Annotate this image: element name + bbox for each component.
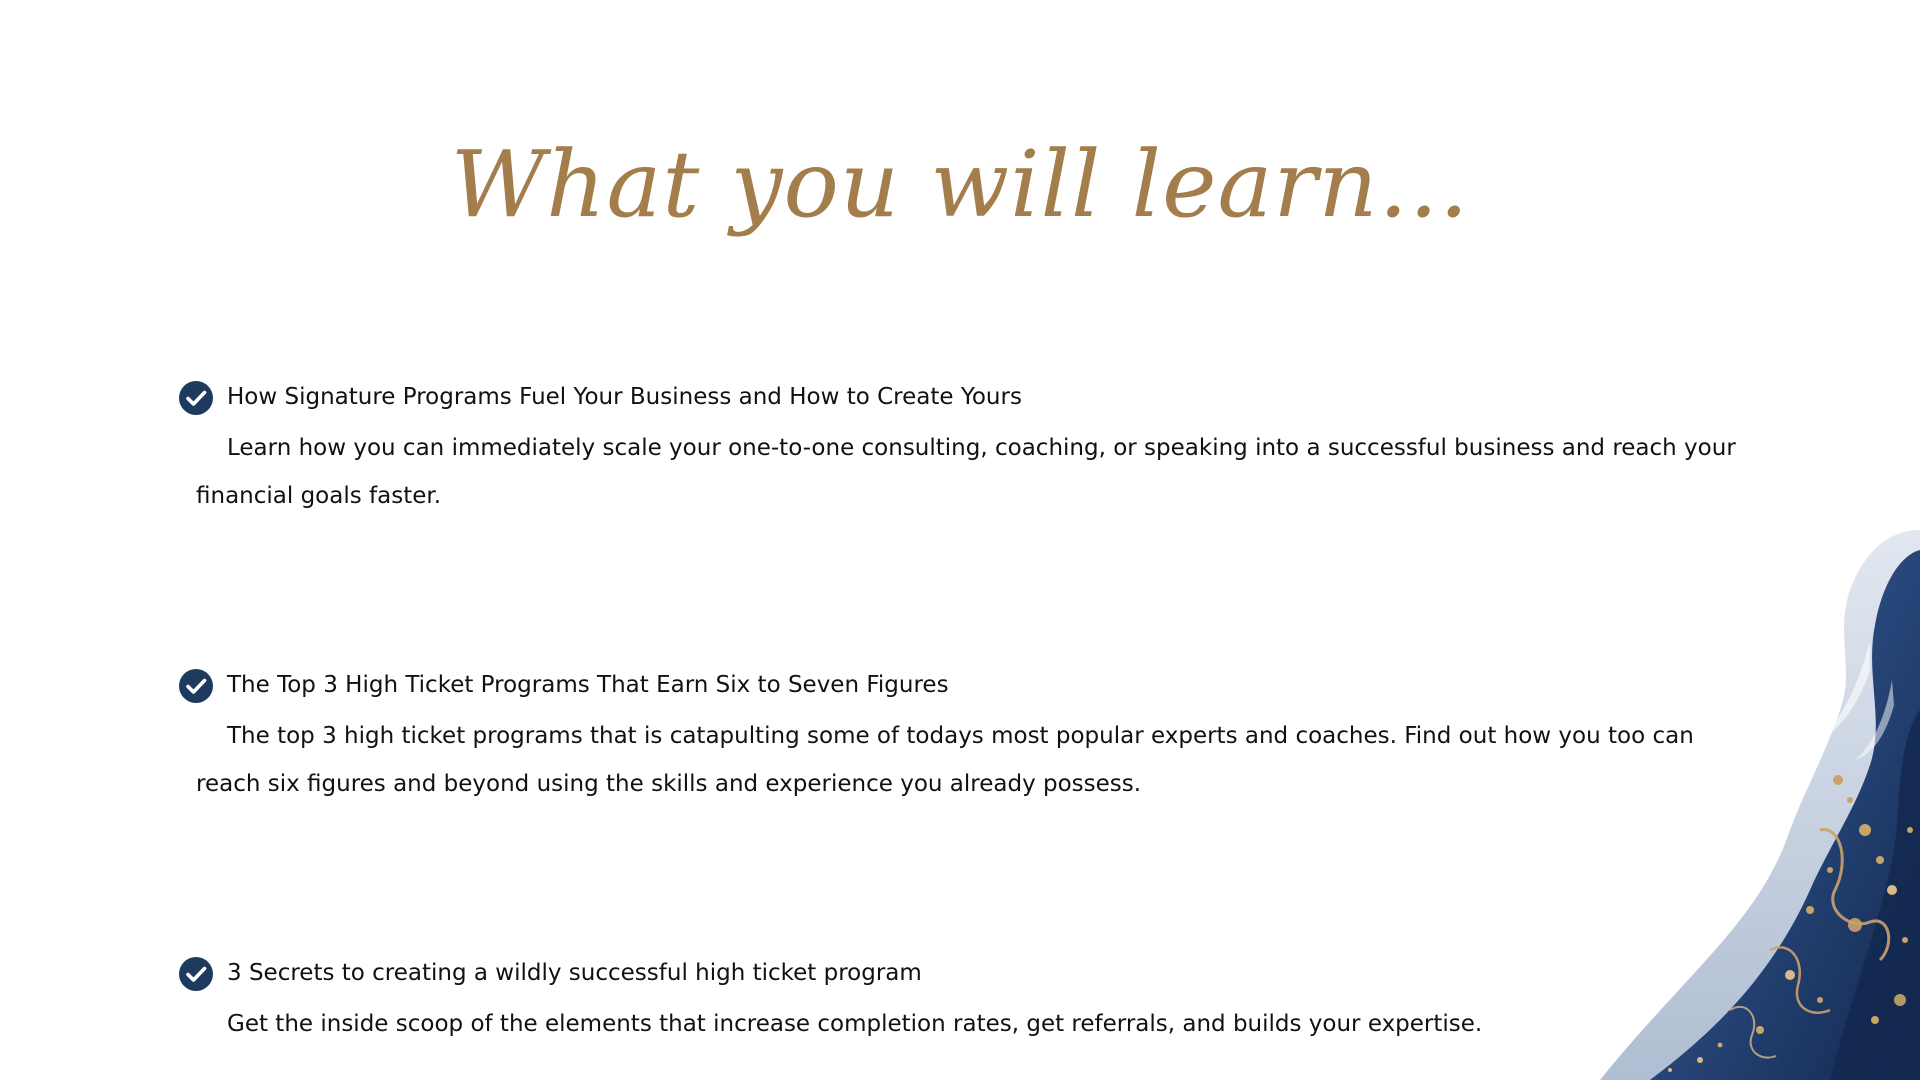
list-item-description: Learn how you can immediately scale your one-to-one consulting, coaching, or speaking into a successful business and reach your financial goals faster. [196,435,1736,509]
list-item-description: The top 3 high ticket programs that is catapulting some of todays most popular experts and coaches. Find out how you too can reach six figures and beyond using the skills and experience you already possess. [196,723,1694,797]
list-item-description: Get the inside scoop of the elements that increase completion rates, get referrals, and builds your expertise. [227,1011,1483,1037]
list-item-title: 3 Secrets to creating a wildly successful high ticket program [227,960,922,986]
list-item [178,952,1738,1048]
list-item-title: How Signature Programs Fuel Your Business and How to Create Yours [227,384,1022,410]
learning-list [178,376,1738,1048]
list-item-header [178,952,1738,1000]
check-circle-icon [178,668,214,704]
watercolor-decoration [1520,530,1920,1080]
page-title: What you will learn... [450,131,1470,238]
list-item [178,664,1738,808]
list-item-header [178,664,1738,712]
check-circle-icon [178,380,214,416]
list-item-title: The Top 3 High Ticket Programs That Earn Six to Seven Figures [227,672,949,698]
list-item [178,376,1738,520]
check-circle-icon [178,956,214,992]
list-item-header [178,376,1738,424]
